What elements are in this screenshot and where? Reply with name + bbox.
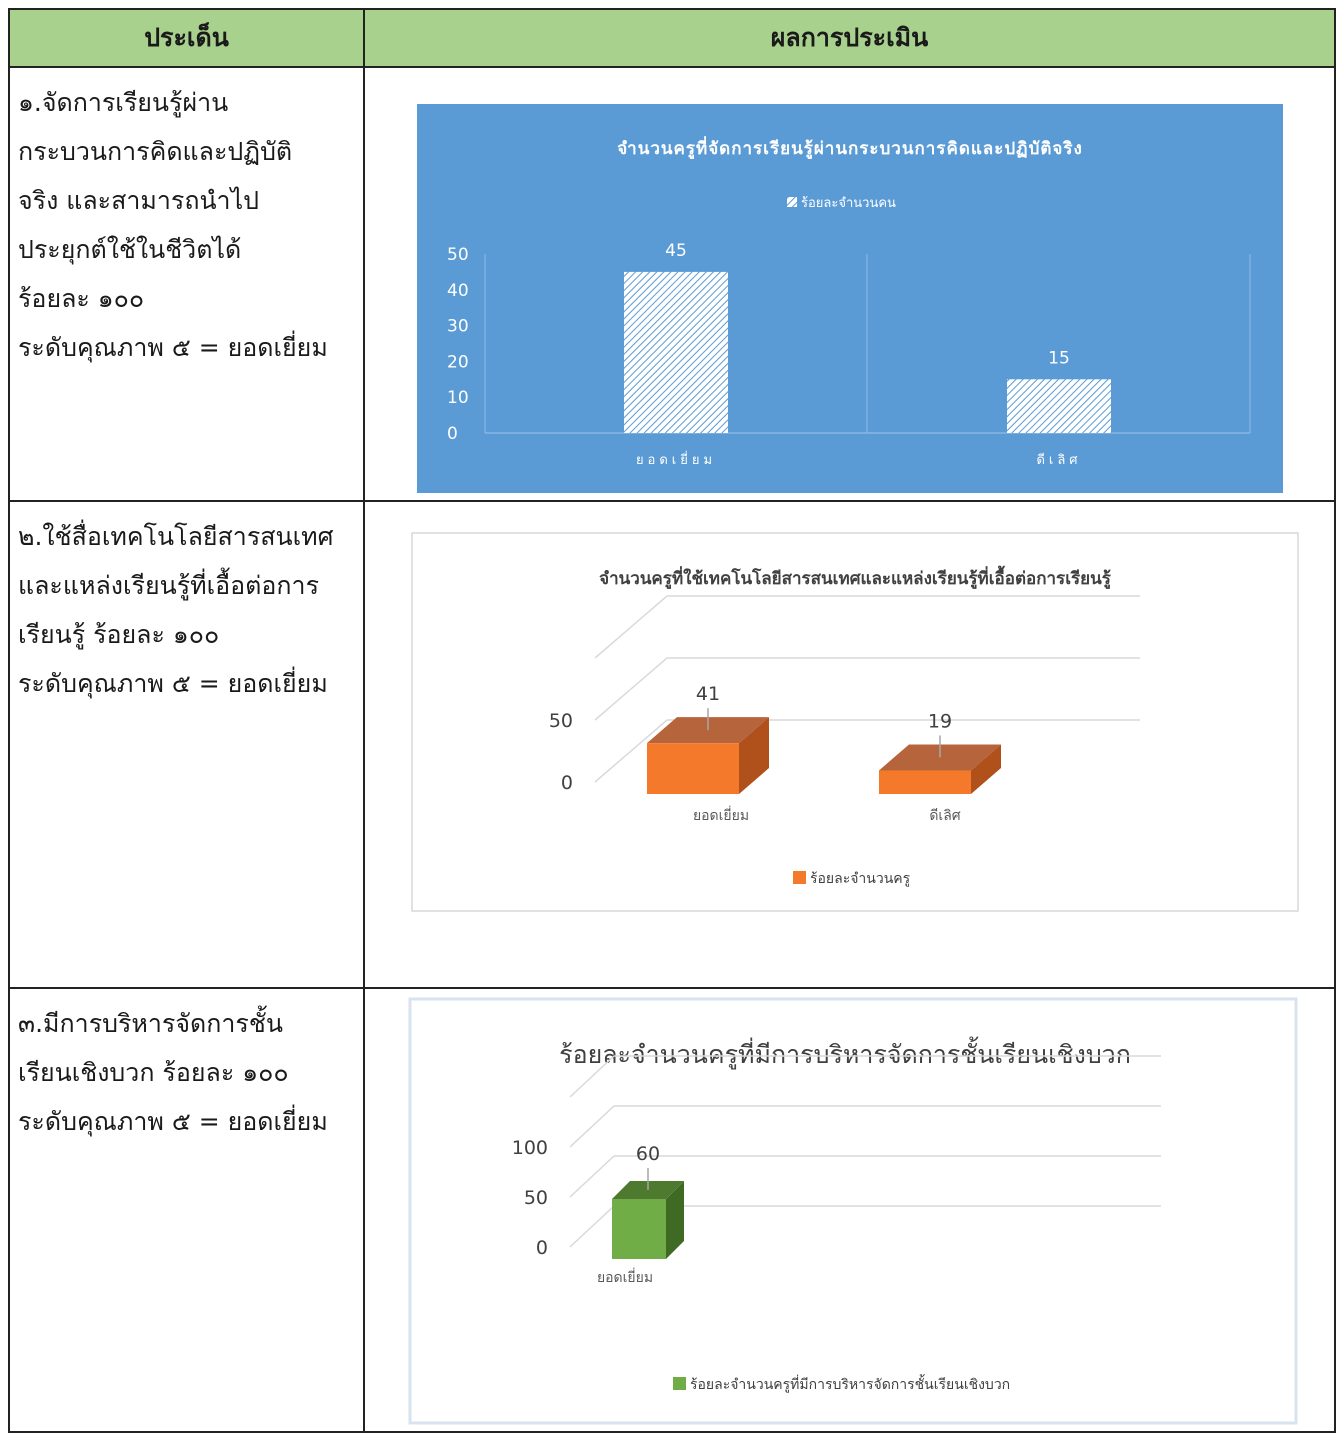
legend-label: ร้อยละจำนวนคน: [801, 196, 896, 211]
chart-background: [417, 104, 1283, 493]
legend-swatch: [793, 871, 806, 884]
bar: [624, 272, 728, 433]
data-label: 41: [695, 683, 721, 706]
issue-line: ๑.จัดการเรียนรู้ผ่าน: [18, 88, 229, 117]
data-label: 45: [665, 240, 687, 261]
chart-cell: [364, 67, 1335, 501]
data-label: 19: [927, 710, 953, 733]
data-label: 15: [1048, 348, 1070, 369]
legend-swatch: [673, 1377, 686, 1390]
issue-line: ระดับคุณภาพ ๕ = ยอดเยี่ยม: [18, 1107, 328, 1136]
legend-swatch: [787, 197, 797, 207]
y-tick-label: 10: [447, 388, 469, 409]
chart-title: จำนวนครูที่ใช้เทคโนโลยีสารสนเทศและแหล่งเรียนรู้ที่เอื้อต่อการเรียนรู้: [599, 569, 1111, 589]
issue-line: และแหล่งเรียนรู้ที่เอื้อต่อการ: [18, 571, 320, 600]
legend-label: ร้อยละจำนวนครูที่มีการบริหารจัดการชั้นเรียนเชิงบวก: [690, 1377, 1011, 1393]
y-tick-label: 20: [447, 352, 469, 373]
bar: [1007, 379, 1111, 433]
y-tick-label: 30: [447, 316, 469, 337]
y-tick-label: 0: [535, 1237, 548, 1259]
issue-line: ประยุกต์ใช้ในชีวิตได้: [18, 235, 242, 264]
issue-line: ร้อยละ ๑๐๐: [18, 284, 145, 313]
chart-classroom-management: [365, 989, 1334, 1427]
evaluation-table: [8, 8, 1336, 1433]
legend-label: ร้อยละจำนวนครู: [810, 871, 911, 887]
y-tick-label: 50: [523, 1187, 548, 1209]
chart-frame: [412, 533, 1298, 911]
y-tick-label: 100: [511, 1137, 548, 1159]
chart-teaching-practice: [365, 68, 1334, 496]
bar: [879, 770, 971, 794]
issue-line: ระดับคุณภาพ ๕ = ยอดเยี่ยม: [18, 669, 328, 698]
y-tick-label: 50: [548, 710, 573, 732]
issue-line: เรียนรู้ ร้อยละ ๑๐๐: [18, 620, 220, 649]
y-tick-label: 0: [560, 772, 573, 794]
table-row: [9, 988, 1335, 1432]
issue-cell: [9, 988, 364, 1432]
table-header-row: [9, 9, 1335, 67]
issue-line: จริง และสามารถนำไป: [18, 186, 260, 215]
y-tick-label: 50: [447, 245, 469, 265]
header-result: ผลการประเมิน: [364, 9, 1335, 67]
x-tick-label: ยอดเยี่ยม: [635, 453, 717, 468]
chart-title: จำนวนครูที่จัดการเรียนรู้ผ่านกระบวนการคิดและปฏิบัติจริง: [617, 139, 1083, 159]
x-tick-label: ยอดเยี่ยม: [692, 808, 750, 824]
x-tick-label: ดีเลิศ: [1036, 453, 1082, 468]
data-label: 60: [635, 1143, 661, 1165]
issue-line: ๒.ใช้สื่อเทคโนโลยีสารสนเทศ: [18, 522, 334, 551]
chart-cell: [364, 501, 1335, 988]
chart-technology-use: [365, 502, 1334, 983]
issue-cell: [9, 67, 364, 501]
issue-line: ระดับคุณภาพ ๕ = ยอดเยี่ยม: [18, 333, 328, 362]
table-row: [9, 501, 1335, 988]
issue-line: เรียนเชิงบวก ร้อยละ ๑๐๐: [18, 1058, 289, 1087]
chart-cell: [364, 988, 1335, 1432]
issue-line: กระบวนการคิดและปฏิบัติ: [18, 137, 293, 166]
x-tick-label: ดีเลิศ: [929, 808, 961, 824]
header-issue: ประเด็น: [9, 9, 364, 67]
bar: [647, 743, 739, 794]
issue-cell: [9, 501, 364, 988]
chart-title: ร้อยละจำนวนครูที่มีการบริหารจัดการชั้นเรียนเชิงบวก: [559, 1040, 1131, 1069]
y-tick-label: 40: [447, 280, 469, 301]
table-row: [9, 67, 1335, 501]
x-tick-label: ยอดเยี่ยม: [596, 1270, 654, 1286]
y-tick-label: 0: [447, 424, 458, 444]
issue-line: ๓.มีการบริหารจัดการชั้น: [18, 1009, 283, 1038]
bar: [612, 1199, 666, 1259]
